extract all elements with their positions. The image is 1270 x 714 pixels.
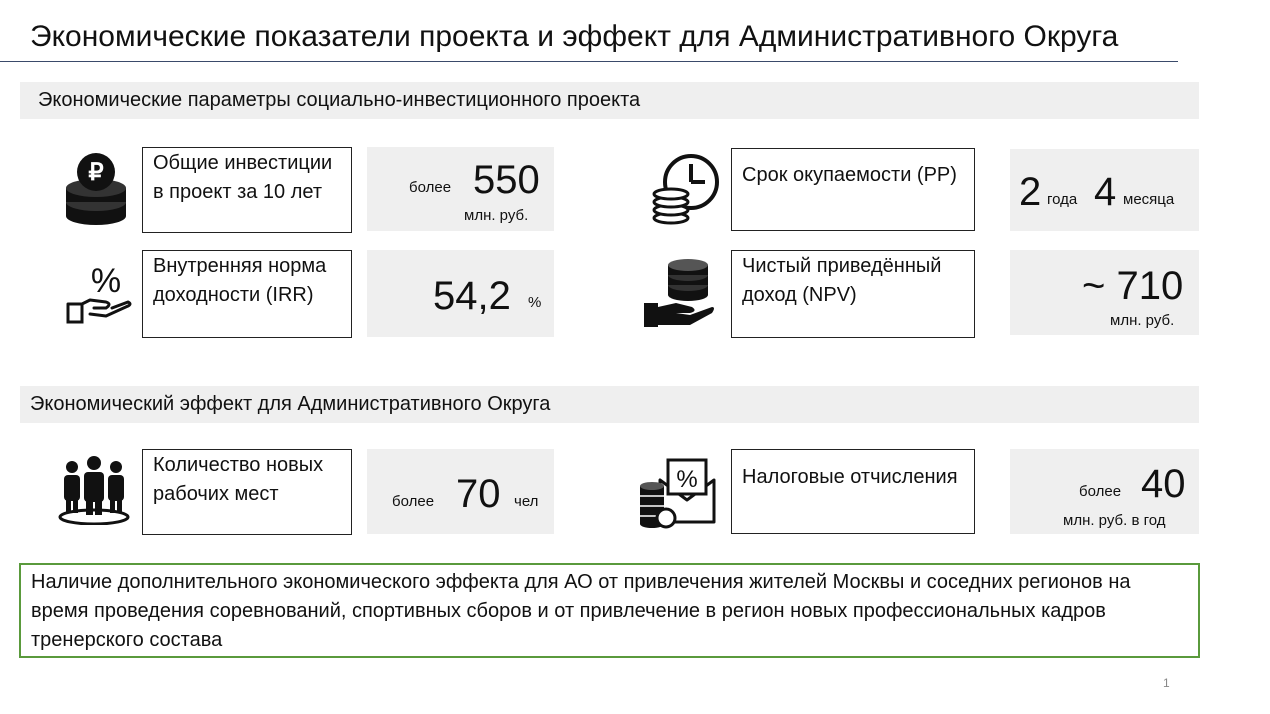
investments-value-panel — [367, 147, 554, 231]
coins-hand-icon — [642, 255, 716, 329]
payback-months-unit: месяца — [1123, 191, 1175, 208]
irr-value: 54,2 — [433, 274, 511, 318]
payback-value-panel — [1010, 149, 1199, 231]
irr-value-panel — [367, 250, 554, 337]
slide-title: Экономические показатели проекта и эффект для Административного Округа — [30, 20, 1119, 53]
investments-prefix: более — [409, 179, 452, 196]
investments-label: Общие инвестиции в проект за 10 лет — [142, 147, 352, 233]
page-number: 1 — [1163, 676, 1170, 690]
npv-unit: млн. руб. — [1110, 312, 1175, 329]
irr-unit: % — [528, 294, 542, 311]
jobs-value: 70 — [456, 472, 501, 516]
additional-effect-note: Наличие дополнительного экономического эффекта для АО от привлечения жителей Москвы и соседних регионов на время проведения соревнований, спортивных сборов и от привлечение в регион новых профессиональных кадров тренерского состава — [19, 563, 1200, 658]
percent-hand-icon — [66, 262, 132, 328]
svg-text:₽: ₽ — [88, 159, 104, 186]
clock-coins-icon — [651, 152, 721, 228]
tax-envelope-coins-icon — [638, 456, 718, 530]
payback-years-unit: года — [1047, 191, 1078, 208]
payback-years-value: 2 — [1019, 170, 1042, 214]
investments-value: 550 — [473, 158, 540, 202]
jobs-value-panel — [367, 449, 554, 534]
section-header-effect: Экономический эффект для Административного Округа — [20, 386, 1199, 423]
taxes-value: 40 — [1141, 462, 1186, 506]
taxes-prefix: более — [1079, 483, 1122, 500]
taxes-unit: млн. руб. в год — [1063, 512, 1166, 529]
taxes-label: Налоговые отчисления — [731, 449, 975, 534]
npv-value: ~ 710 — [1082, 264, 1184, 308]
npv-value-panel — [1010, 250, 1199, 335]
jobs-unit: чел — [514, 493, 539, 510]
investments-unit: млн. руб. — [464, 207, 529, 224]
title-divider — [0, 61, 1178, 62]
section-header-parameters: Экономические параметры социально-инвестиционного проекта — [20, 82, 1199, 119]
jobs-label: Количество новых рабочих мест — [142, 449, 352, 535]
svg-text:%: % — [90, 262, 122, 300]
people-group-icon — [58, 455, 130, 525]
payback-months-value: 4 — [1094, 170, 1117, 214]
ruble-coins-icon — [64, 152, 128, 226]
irr-label: Внутренняя норма доходности (IRR) — [142, 250, 352, 338]
jobs-prefix: более — [392, 493, 435, 510]
payback-label: Срок окупаемости (PP) — [731, 148, 975, 231]
taxes-value-panel — [1010, 449, 1199, 534]
svg-text:%: % — [676, 466, 698, 493]
npv-label: Чистый приведённый доход (NPV) — [731, 250, 975, 338]
